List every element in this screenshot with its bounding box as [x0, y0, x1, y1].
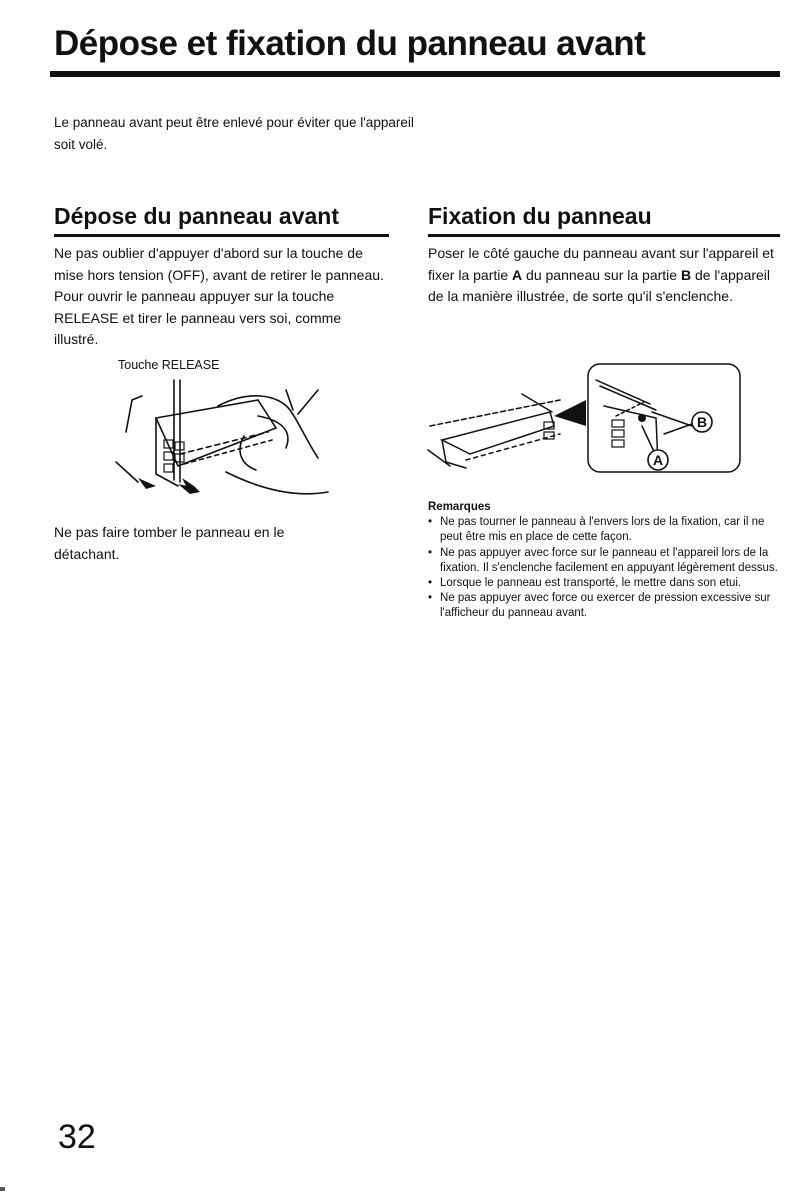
section-title-removal: Dépose du panneau avant — [54, 203, 340, 229]
removal-illustration — [108, 358, 343, 503]
drop-warning: Ne pas faire tomber le panneau en le détachant. — [54, 524, 285, 562]
removal-instructions: Ne pas oublier d'appuyer d'abord sur la touche de mise hors tension (OFF), avant de retirer le panneau. Pour ouvrir le panneau appuyer sur la touche RELEASE et tirer le panneau vers soi, comme illustré. — [54, 245, 384, 347]
attachment-instructions — [428, 243, 780, 308]
callout-a-label: A — [652, 452, 664, 468]
remarks-list — [428, 515, 778, 621]
remarks — [428, 500, 778, 622]
title-rule — [50, 71, 780, 77]
page-number: 32 — [58, 1118, 96, 1156]
section-title-attachment: Fixation du panneau — [428, 203, 652, 229]
attachment-text-2: du panneau sur la partie — [522, 266, 681, 283]
section-attachment — [428, 203, 780, 308]
release-button-label: Touche RELEASE — [118, 358, 220, 372]
callout-b-label: B — [696, 414, 708, 430]
section-rule-removal — [54, 234, 389, 237]
part-a-ref: A — [512, 266, 523, 283]
page-title: Dépose et fixation du panneau avant — [54, 24, 646, 63]
scan-corner-mark — [0, 1187, 5, 1191]
attachment-text-3: de l'appareil de la manière illustrée, de sorte qu'il s'enclenche. — [428, 266, 771, 304]
section-rule-attachment — [428, 234, 780, 237]
attachment-illustration — [420, 360, 750, 480]
remark-item: • Lorsque le panneau est transporté, le mettre dans son etui. — [428, 576, 778, 591]
attachment-drawing — [420, 360, 750, 480]
remark-item: • Ne pas appuyer avec force sur le panneau et l'appareil lors de la fixation. Il s'enclenche facilement en appuyant légèrement dessus. — [428, 546, 778, 576]
remarks-title: Remarques — [428, 501, 491, 513]
removal-drawing — [108, 370, 343, 503]
part-b-ref: B — [680, 266, 692, 283]
remark-item: • Ne pas tourner le panneau à l'envers lors de la fixation, car il ne peut être mis en place de cette façon. — [428, 515, 778, 545]
section-removal — [54, 203, 389, 351]
attachment-text-1: Poser le côté gauche du panneau avant sur l'appareil et fixer la partie — [428, 245, 774, 283]
remark-item: • Ne pas appuyer avec force ou exercer de pression excessive sur l'afficheur du panneau avant. — [428, 591, 778, 621]
intro-text: Le panneau avant peut être enlevé pour éviter que l'appareil soit volé. — [54, 115, 414, 152]
